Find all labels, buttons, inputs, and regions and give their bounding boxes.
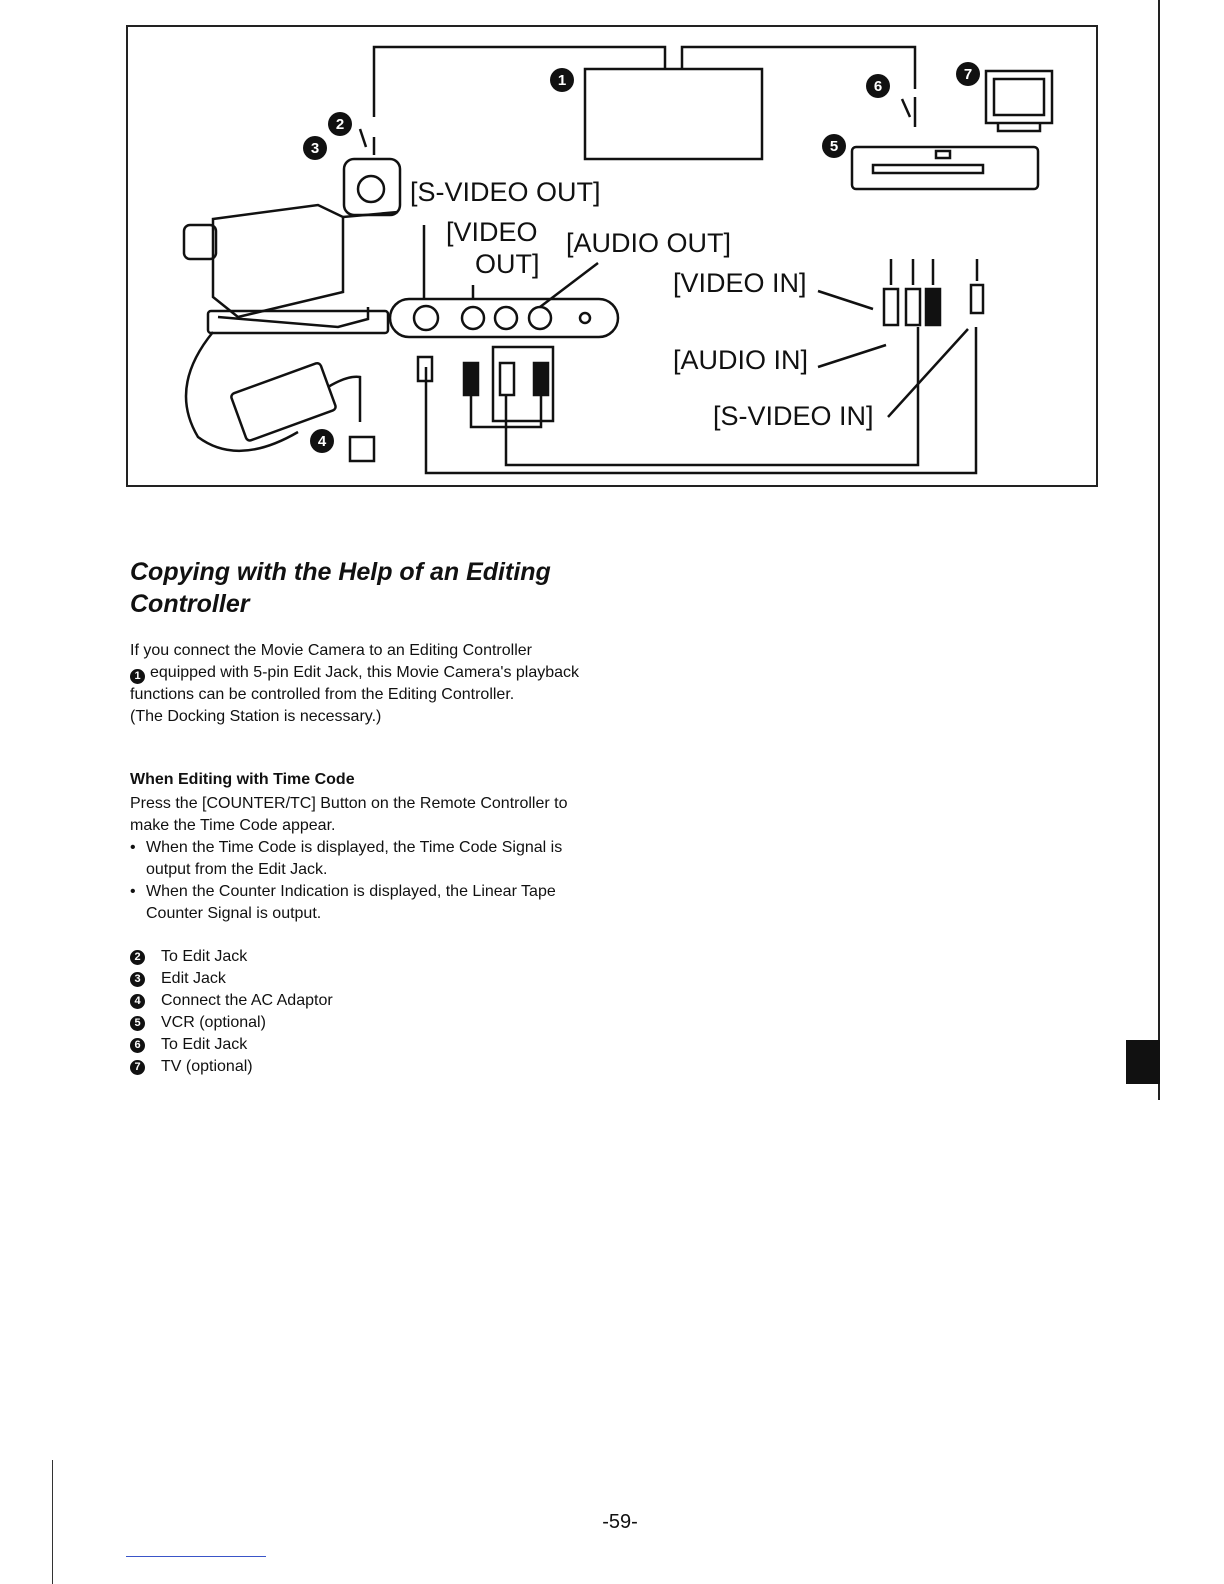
label-audio-out: [AUDIO OUT]: [566, 228, 732, 258]
bullet-dot: •: [130, 839, 136, 856]
output-jack-panel: [390, 299, 618, 337]
legend-number: 3: [130, 972, 145, 987]
legend-text: To Edit Jack: [161, 948, 248, 965]
callout-1-number: 1: [557, 72, 567, 89]
bullet-text: When the Time Code is displayed, the Time Code Signal is output from the Edit Jack.: [146, 839, 563, 878]
legend-number: 5: [130, 1016, 145, 1031]
legend-number: 4: [130, 994, 145, 1009]
callout-4-number: 4: [317, 433, 327, 450]
connection-diagram: [126, 25, 1098, 487]
page-number: -59-: [602, 1511, 638, 1533]
legend-number: 6: [130, 1038, 145, 1053]
legend-item: [130, 968, 333, 990]
time-code-paragraph: Press the [COUNTER/TC] Button on the Remote Controller to make the Time Code appear.: [130, 795, 568, 834]
subheading-time-code: When Editing with Time Code: [130, 771, 355, 788]
legend-item: [130, 1034, 333, 1056]
callout-3-number: 3: [310, 140, 320, 157]
intro-paragraph: [130, 640, 590, 728]
legend-item: [130, 990, 333, 1012]
vcr-box: [852, 147, 1038, 189]
callout-1-inline: 1: [130, 669, 145, 684]
intro-text-line1: If you connect the Movie Camera to an Editing Controller: [130, 642, 532, 659]
legend-item: [130, 1056, 333, 1078]
bullet-dot: •: [130, 883, 136, 900]
legend-number: 7: [130, 1060, 145, 1075]
bullet-item: [130, 881, 590, 925]
callout-7-number: 7: [963, 66, 973, 83]
editing-controller-box: [585, 69, 762, 159]
plug-black: [927, 289, 940, 325]
plug-black: [535, 363, 547, 395]
legend-item: [130, 1012, 333, 1034]
intro-note: (The Docking Station is necessary.): [130, 708, 382, 725]
thumb-index-tab: [1126, 1040, 1160, 1084]
callout-legend: [130, 946, 333, 1078]
legend-text: Connect the AC Adaptor: [161, 992, 333, 1009]
label-audio-in: [AUDIO IN]: [673, 345, 809, 375]
callout-2-number: 2: [335, 116, 345, 133]
label-video-out-line1: [VIDEO: [446, 217, 538, 247]
legend-item: [130, 946, 333, 968]
legend-text: Edit Jack: [161, 970, 226, 987]
legend-text: VCR (optional): [161, 1014, 266, 1031]
plug-black: [465, 363, 477, 395]
callout-5-number: 5: [829, 138, 839, 155]
bullet-item: [130, 837, 590, 881]
label-s-video-out: [S-VIDEO OUT]: [410, 177, 601, 207]
camcorder-shape: [213, 205, 343, 317]
intro-text-line2: equipped with 5-pin Edit Jack, this Movie Camera's playback functions can be controlled from the Editing Controller.: [130, 664, 580, 703]
legend-text: TV (optional): [161, 1058, 253, 1075]
diagram-drawing: [128, 27, 1100, 489]
label-video-out-line2: OUT]: [475, 249, 540, 279]
legend-number: 2: [130, 950, 145, 965]
footer-rule: [126, 1556, 266, 1557]
bullet-text: When the Counter Indication is displayed, the Linear Tape Counter Signal is output.: [146, 883, 556, 922]
label-video-in: [VIDEO IN]: [673, 268, 807, 298]
page-edge-line: [52, 1460, 53, 1584]
page-edge-line: [1158, 0, 1160, 1100]
label-s-video-in: [S-VIDEO IN]: [713, 401, 874, 431]
callout-6-number: 6: [873, 78, 883, 95]
legend-text: To Edit Jack: [161, 1036, 248, 1053]
section-title: Copying with the Help of an Editing Controller: [130, 558, 551, 618]
